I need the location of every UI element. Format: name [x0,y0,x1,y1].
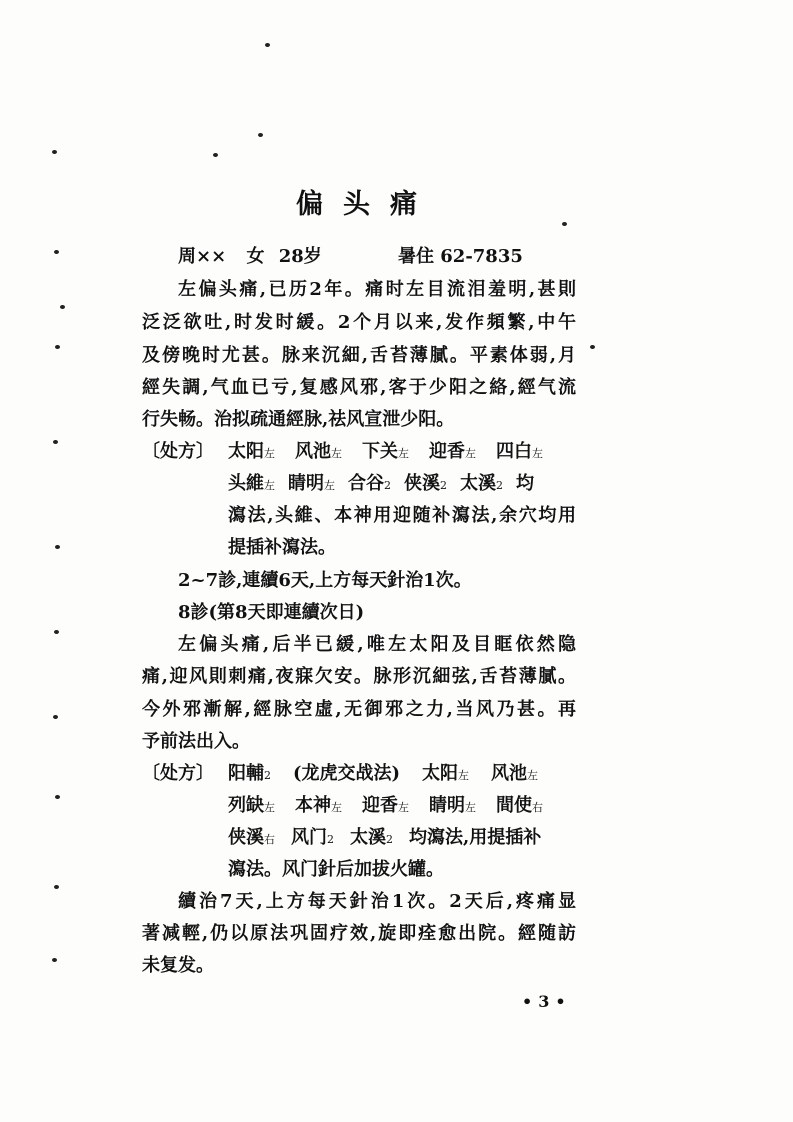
acupoint-side: 2 [386,833,393,846]
acupoint-name: 迎香 [429,441,465,462]
prescription2-line2 [228,794,576,820]
para1-line: 左偏头痛,已历2年。痛时左目流泪羞明,甚則 [178,279,576,300]
acupoint-name: 太溪 [350,827,386,848]
acupoint [288,472,335,498]
page-number-value: 3 [538,992,556,1011]
scan-speck [55,545,60,549]
acupoint-name: (龙虎交战法) [293,763,401,784]
scan-speck [258,133,263,137]
acupoint-side: 左 [324,479,335,492]
para2-line: 予前法出入。 [142,731,250,752]
acupoint [429,794,476,820]
scan-speck [590,345,595,349]
acupoint [228,472,275,498]
acupoint-name: 合谷 [348,473,384,494]
acupoint-side: 2 [440,479,447,492]
acupoint-side: 右 [264,833,275,846]
scan-speck [55,345,60,349]
acupoint [429,440,476,466]
prescription1-line3: 瀉法,头維、本神用迎随补瀉法,余穴均用 [228,505,576,526]
para1-line: 泛泛欲吐,时发时緩。2个月以来,发作頻繁,中午 [142,312,576,333]
acupoint [228,794,275,820]
patient-header [178,245,576,269]
acupoint [350,826,393,852]
scan-speck [55,795,60,799]
patient-address: 暑住 62-7835 [398,246,523,267]
acupoint [460,472,503,498]
acupoint-name: 睛明 [429,795,465,816]
acupoint-name: 侠溪 [404,473,440,494]
acupoint [348,472,391,498]
para3-line: 續治7天,上方每天針治1次。2天后,疼痛显 [178,891,576,912]
visit-2-7: 2~7診,連續6天,上方每天針治1次。 [178,570,472,591]
scan-speck [54,250,59,254]
para2-line: 左偏头痛,后半已緩,唯左太阳及目眶依然隐 [178,634,576,655]
acupoint [422,762,469,788]
acupoint-name: 本神 [295,795,331,816]
acupoint-side: 左 [465,801,476,814]
acupoint-name: 太阳 [422,763,459,784]
prescription2-line1 [228,762,576,788]
acupoint-side: 左 [532,447,543,460]
acupoint [404,472,447,498]
acupoint-name: 侠溪 [228,827,264,848]
acupoint [228,762,271,788]
scan-speck [53,715,58,719]
acupoint-name: 下关 [362,441,398,462]
prescription1-line2 [228,472,576,498]
prescription2-line3 [228,826,576,852]
para3-line: 著减輕,仍以原法巩固疗效,旋即痊愈出院。經随訪 [142,923,576,944]
acupoint-name: 迎香 [362,795,398,816]
acupoint [293,762,400,786]
acupoint [516,472,534,496]
acupoint-name: 太阳 [228,441,264,462]
acupoint-name: 四白 [496,441,532,462]
acupoint [491,762,538,788]
acupoint [496,440,543,466]
acupoint-side: 左 [465,447,476,460]
scan-speck [60,305,65,309]
acupoint-name: 睛明 [288,473,324,494]
scan-speck [53,440,58,444]
para1-line: 行失畅。治拟疏通經脉,祛风宣泄少阳。 [142,409,455,430]
acupoint-side: 左 [331,447,342,460]
acupoint-side: 左 [527,769,539,782]
acupoint-name: 均 [516,473,534,494]
acupoint-side: 左 [331,801,342,814]
acupoint [228,440,275,466]
para2-line: 痛,迎风則刺痛,夜寐欠安。脉形沉細弦,舌苔薄膩。 [142,666,576,687]
scan-speck [52,958,57,962]
acupoint [291,826,334,852]
acupoint-side: 左 [458,769,470,782]
acupoint [228,826,275,852]
para1-line: 經失調,气血已亏,复感风邪,客于少阳之絡,經气流 [142,377,576,398]
para2-line: 今外邪漸解,經脉空虛,无御邪之力,当风乃甚。再 [142,699,576,720]
acupoint-name: 間使 [496,795,532,816]
prescription2-line3-tail: 均瀉法,用提插补 [409,827,542,848]
page-title: 偏头痛 [296,189,437,220]
acupoint-side: 左 [398,801,409,814]
scan-speck [54,630,59,634]
acupoint-side: 左 [264,447,275,460]
acupoint [295,794,342,820]
acupoint [295,440,342,466]
page-number: •3• [522,992,572,1011]
acupoint-name: 列缺 [228,795,264,816]
acupoint-side: 2 [264,769,271,782]
prescription2-line4: 瀉法。风门針后加拔火罐。 [228,859,444,880]
scan-speck [54,885,59,889]
acupoint-side: 左 [264,479,275,492]
prescription-label: 〔处方〕 [142,441,214,462]
para1-line: 及傍晚时尤甚。脉来沉細,舌苔薄膩。平素体弱,月 [142,345,576,366]
acupoint-name: 太溪 [460,473,496,494]
acupoint-side: 左 [264,801,275,814]
scan-speck [562,222,567,226]
para3-line: 未复发。 [142,955,214,976]
patient-age: 28岁 [278,246,322,267]
acupoint-name: 阳輔 [228,763,264,784]
acupoint-name: 风门 [291,827,327,848]
visit-8: 8診(第8天即連續次日) [178,602,365,623]
scan-speck [52,150,57,154]
acupoint-side: 2 [496,479,503,492]
acupoint-side: 右 [532,801,543,814]
prescription1-line4: 提插补瀉法。 [228,537,336,558]
acupoint [496,794,543,820]
patient-name: 周×× [178,246,227,267]
acupoint-side: 2 [327,833,334,846]
acupoint [362,794,409,820]
acupoint-name: 风池 [295,441,331,462]
acupoint [362,440,409,466]
acupoint-side: 2 [384,479,391,492]
scan-speck [213,153,218,157]
prescription1-line1 [228,440,576,466]
scan-speck [265,43,270,47]
patient-sex: 女 [246,246,265,267]
acupoint-name: 风池 [491,763,528,784]
prescription-label: 〔处方〕 [142,763,214,784]
acupoint-side: 左 [398,447,409,460]
acupoint-name: 头維 [228,473,264,494]
